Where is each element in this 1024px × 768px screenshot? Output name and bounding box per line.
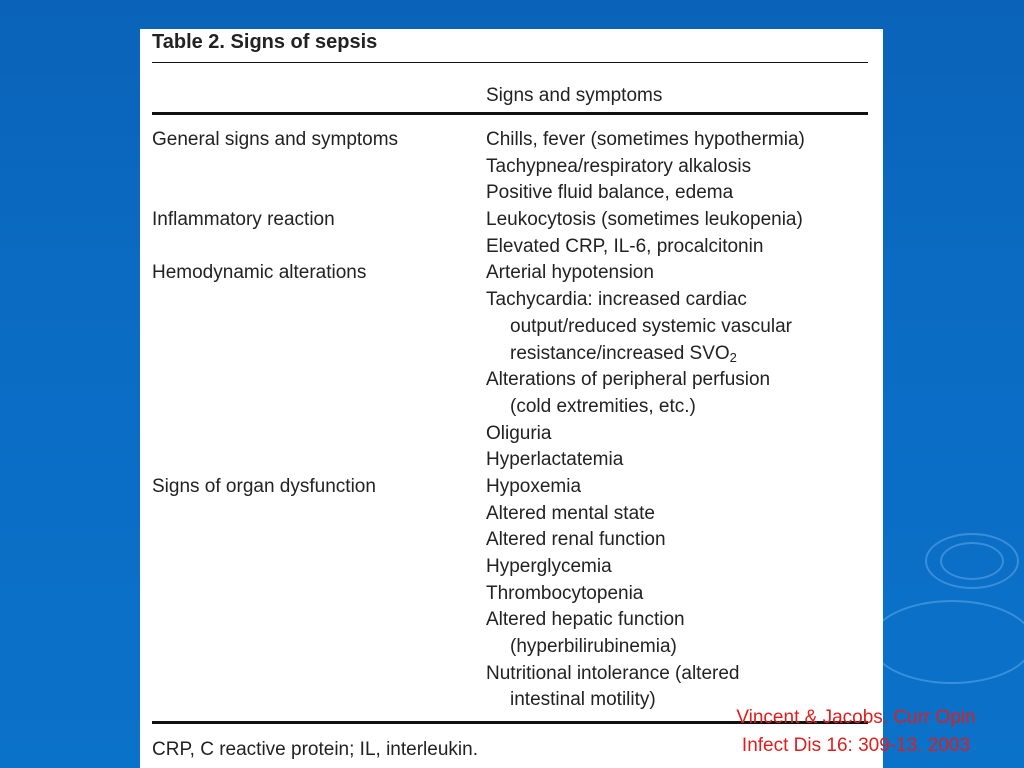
row-symptom-text: (hyperbilirubinemia): [510, 636, 677, 658]
row-symptom: [510, 396, 696, 418]
row-symptom: [486, 556, 612, 578]
table-row: [152, 289, 872, 316]
row-symptom: [486, 156, 751, 178]
table-row: [152, 449, 872, 476]
citation-line: Infect Dis 16: 309-13. 2003: [741, 735, 971, 756]
table-row: [152, 156, 872, 183]
row-symptom-text: resistance/increased SVO: [510, 342, 730, 364]
table-row: [152, 316, 872, 343]
row-symptom-text: Hyperlactatemia: [486, 449, 624, 471]
row-symptom: [486, 476, 581, 498]
row-symptom: [510, 689, 656, 711]
table-body: [152, 129, 872, 716]
header-rule: [152, 112, 868, 115]
row-symptom: [510, 316, 792, 338]
row-symptom-text: (cold extremities, etc.): [510, 395, 696, 417]
row-symptom-text: Positive fluid balance, edema: [486, 182, 734, 204]
citation: [688, 704, 1024, 760]
row-symptom-text: Altered mental state: [486, 502, 655, 524]
column-header: Signs and symptoms: [486, 85, 663, 106]
row-symptom-text: Tachypnea/respiratory alkalosis: [486, 155, 752, 177]
row-symptom-text: Chills, fever (sometimes hypothermia): [486, 129, 805, 150]
top-rule: [152, 62, 868, 63]
table-row: [152, 503, 872, 530]
citation-line: Vincent & Jacobs. Curr Opin: [736, 707, 976, 728]
table-row: [152, 209, 872, 236]
row-symptom: [486, 289, 747, 311]
row-symptom: [486, 369, 770, 391]
row-symptom-text: output/reduced systemic vascular: [510, 315, 792, 337]
row-symptom: [486, 236, 763, 258]
table-row: [152, 609, 872, 636]
table-title: Table 2. Signs of sepsis: [152, 31, 378, 53]
table-row: [152, 663, 872, 690]
table-footnote: CRP, C reactive protein; IL, interleukin.: [152, 739, 478, 760]
row-symptom: [486, 529, 666, 551]
table-row: [152, 636, 872, 663]
table-row: [152, 236, 872, 263]
row-symptom: [486, 663, 739, 685]
row-symptom: [510, 636, 677, 658]
row-symptom: [486, 129, 805, 151]
table-row: [152, 423, 872, 450]
row-symptom-text: intestinal motility): [510, 689, 656, 711]
row-category: Hemodynamic alterations: [152, 262, 367, 284]
row-symptom-text: Hyperglycemia: [486, 556, 612, 577]
row-symptom-text: Nutritional intolerance (altered: [486, 662, 740, 684]
row-symptom: [486, 262, 654, 284]
row-symptom: [486, 423, 551, 445]
table-row: [152, 262, 872, 289]
row-symptom-text: Hypoxemia: [486, 475, 582, 497]
background-ripple-decoration: [925, 533, 1019, 589]
row-symptom-text: Altered hepatic function: [486, 609, 685, 631]
table-row: [152, 529, 872, 556]
table-row: [152, 556, 872, 583]
row-symptom: [486, 503, 655, 525]
row-symptom-text: Tachycardia: increased cardiac: [486, 289, 747, 311]
table-row: [152, 182, 872, 209]
row-symptom-text: Elevated CRP, IL-6, procalcitonin: [486, 235, 764, 257]
table-card: [140, 29, 883, 768]
row-symptom-text: Altered renal function: [486, 529, 666, 551]
row-symptom: [486, 209, 803, 231]
table-row: [152, 369, 872, 396]
table-row: [152, 129, 872, 156]
row-symptom: [510, 343, 737, 365]
table-row: [152, 583, 872, 610]
row-symptom: [486, 583, 643, 605]
row-symptom-text: Arterial hypotension: [486, 262, 654, 284]
table-row: [152, 476, 872, 503]
row-symptom-subscript: 2: [729, 349, 737, 365]
row-symptom-text: Oliguria: [486, 422, 552, 444]
row-symptom: [486, 182, 733, 204]
row-symptom-text: Leukocytosis (sometimes leukopenia): [486, 209, 803, 231]
background-ripple-decoration: [870, 600, 1024, 684]
row-symptom-text: Alterations of peripheral perfusion: [486, 369, 771, 391]
row-category: Inflammatory reaction: [152, 209, 335, 231]
table-row: [152, 396, 872, 423]
table-row: [152, 343, 872, 370]
row-symptom-text: Thrombocytopenia: [486, 582, 644, 604]
row-symptom: [486, 609, 685, 631]
row-symptom: [486, 449, 623, 471]
row-category: Signs of organ dysfunction: [152, 475, 376, 497]
row-category: General signs and symptoms: [152, 129, 399, 150]
